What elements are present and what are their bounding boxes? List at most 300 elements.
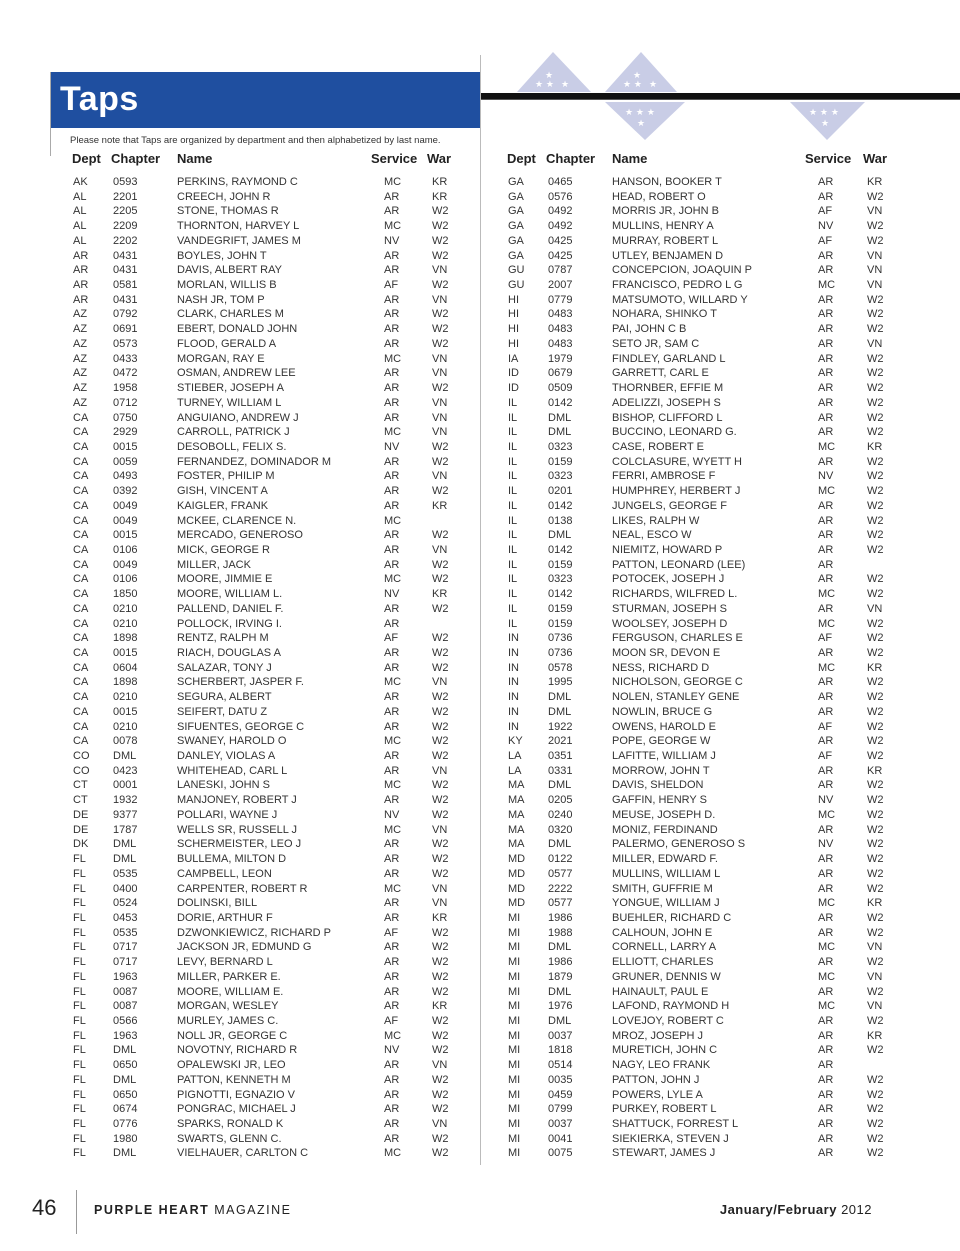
cell-service: AR	[818, 337, 834, 350]
cell-name: PATTON, KENNETH M	[177, 1073, 291, 1086]
cell-dept: DE	[73, 808, 89, 821]
cell-service: AR	[384, 264, 400, 277]
cell-name: RIACH, DOUGLAS A	[177, 647, 281, 659]
cell-dept: FL	[73, 882, 86, 895]
cell-chapter: 1818	[548, 1044, 573, 1057]
table-row	[0, 705, 960, 720]
cell-name: FERRI, AMBROSE F	[612, 470, 716, 483]
cell-service: AR	[818, 602, 834, 615]
cell-chapter: 2222	[548, 882, 573, 895]
cell-chapter: DML	[548, 941, 572, 954]
cell-dept: HI	[508, 293, 519, 306]
cell-war: W2	[432, 970, 449, 983]
cell-service: NV	[818, 470, 834, 483]
cell-service: MC	[384, 676, 402, 689]
cell-dept: CA	[73, 558, 89, 571]
cell-dept: MI	[508, 941, 521, 954]
cell-chapter: 0578	[548, 661, 573, 674]
table-row	[0, 720, 960, 735]
cell-chapter: 0210	[113, 691, 138, 704]
cell-service: NV	[818, 838, 834, 851]
cell-chapter: 0459	[548, 1088, 573, 1101]
cell-name: GAFFIN, HENRY S	[612, 794, 707, 807]
cell-service: AR	[384, 1118, 400, 1130]
cell-war: VN	[432, 396, 448, 409]
cell-dept: DE	[73, 823, 89, 836]
cell-war: KR	[432, 190, 448, 203]
cell-service: MC	[818, 588, 836, 601]
cell-war: W2	[432, 794, 449, 807]
cell-service: AR	[384, 602, 400, 615]
page-title: Taps	[60, 80, 139, 118]
cell-name: LIKES, RALPH W	[612, 514, 700, 527]
cell-war: W2	[432, 323, 449, 336]
svg-text:★ ★: ★ ★	[535, 80, 554, 90]
cell-war: VN	[432, 264, 448, 277]
cell-dept: AZ	[73, 352, 88, 365]
cell-chapter: 0159	[548, 602, 573, 615]
cell-war: W2	[867, 588, 884, 601]
cell-war: W2	[432, 337, 449, 350]
cell-service: AF	[818, 234, 833, 247]
cell-name: MURETICH, JOHN C	[612, 1044, 718, 1057]
cell-chapter: DML	[548, 705, 572, 718]
cell-service: AR	[384, 205, 400, 218]
cell-war: KR	[432, 499, 448, 512]
cell-chapter: 0037	[548, 1118, 573, 1130]
cell-war: W2	[867, 293, 884, 306]
table-row	[0, 469, 960, 484]
cell-name: FLOOD, GERALD A	[177, 337, 277, 350]
cell-war: W2	[867, 882, 884, 895]
cell-dept: CA	[73, 676, 89, 689]
cell-war: W2	[867, 190, 884, 203]
cell-dept: CA	[73, 661, 89, 674]
cell-name: POPE, GEORGE W	[612, 735, 711, 748]
cell-name: MORLAN, WILLIS B	[177, 279, 277, 292]
cell-chapter: 0425	[548, 234, 573, 247]
cell-war: W2	[867, 676, 884, 689]
cell-dept: FL	[73, 1132, 86, 1145]
cell-name: HUMPHREY, HERBERT J	[612, 485, 741, 498]
cell-name: RENTZ, RALPH M	[177, 632, 269, 645]
cell-dept: FL	[73, 941, 86, 954]
cell-name: UTLEY, BENJAMEN D	[612, 249, 724, 262]
cell-dept: MA	[508, 808, 525, 821]
cell-name: SMITH, GUFFRIE M	[612, 882, 713, 895]
cell-war: W2	[867, 220, 884, 233]
cell-chapter: 0015	[113, 705, 138, 718]
cell-service: AR	[384, 970, 400, 983]
cell-name: OWENS, HAROLD E	[612, 720, 716, 733]
cell-war: W2	[432, 705, 449, 718]
cell-dept: MA	[508, 838, 525, 851]
cell-war: W2	[432, 956, 449, 969]
cell-chapter: 0142	[548, 543, 573, 556]
cell-dept: MI	[508, 1147, 521, 1160]
cell-chapter: 1922	[548, 720, 573, 733]
cell-dept: AZ	[73, 382, 88, 395]
cell-chapter: 0331	[548, 764, 573, 777]
cell-war: VN	[432, 367, 448, 380]
cell-chapter: 0750	[113, 411, 138, 424]
cell-war: W2	[867, 514, 884, 527]
cell-chapter: 0717	[113, 941, 138, 954]
svg-text:★: ★	[561, 80, 570, 90]
cell-name: PATTON, JOHN J	[612, 1073, 700, 1086]
cell-chapter: 0142	[548, 588, 573, 601]
cell-war: W2	[432, 1014, 449, 1027]
svg-text:★: ★	[545, 71, 554, 81]
cell-name: CARPENTER, ROBERT R	[177, 882, 308, 895]
cell-name: STONE, THOMAS R	[177, 205, 279, 218]
cell-service: AR	[818, 647, 834, 659]
cell-chapter: 0472	[113, 367, 138, 380]
cell-name: MURLEY, JAMES C.	[177, 1014, 279, 1027]
cell-name: NEAL, ESCO W	[612, 529, 692, 542]
cell-name: MERCADO, GENEROSO	[177, 529, 303, 542]
cell-war: W2	[867, 926, 884, 939]
cell-name: MORROW, JOHN T	[612, 764, 710, 777]
cell-war: VN	[432, 470, 448, 483]
cell-name: CREECH, JOHN R	[177, 190, 271, 203]
cell-service: NV	[384, 808, 400, 821]
table-row	[0, 219, 960, 234]
cell-name: MILLER, JACK	[177, 558, 251, 571]
cell-name: CALHOUN, JOHN E	[612, 926, 713, 939]
cell-service: NV	[384, 588, 400, 601]
cell-service: AR	[818, 1103, 834, 1116]
cell-chapter: 0122	[548, 853, 573, 866]
cell-war: W2	[432, 485, 449, 498]
cell-chapter: DML	[548, 529, 572, 542]
cell-service: AR	[818, 1132, 834, 1145]
cell-war: W2	[432, 249, 449, 262]
table-row	[0, 940, 960, 955]
cell-service: MC	[818, 1000, 836, 1013]
cell-chapter: 0712	[113, 396, 138, 409]
cell-name: BUCCINO, LEONARD G.	[612, 426, 737, 439]
cell-war: W2	[867, 808, 884, 821]
cell-dept: IL	[508, 588, 518, 601]
table-row	[0, 631, 960, 646]
cell-dept: MD	[508, 897, 526, 910]
cell-service: MC	[384, 176, 402, 188]
cell-war: W2	[432, 1103, 449, 1116]
cell-service: AR	[818, 190, 834, 203]
cell-service: AR	[384, 367, 400, 380]
cell-chapter: 1850	[113, 588, 138, 601]
cell-name: MOORE, JIMMIE E	[177, 573, 273, 586]
cell-chapter: 0087	[113, 985, 138, 998]
cell-chapter: 0792	[113, 308, 138, 321]
cell-chapter: 0581	[113, 279, 138, 292]
cell-war: W2	[432, 455, 449, 468]
cell-chapter: 0674	[113, 1103, 138, 1116]
cell-dept: CA	[73, 588, 89, 601]
cell-name: HEAD, ROBERT O	[612, 190, 706, 203]
cell-name: MILLER, EDWARD F.	[612, 853, 718, 866]
cell-dept: HI	[508, 337, 519, 350]
cell-service: AR	[818, 293, 834, 306]
cell-name: SHATTUCK, FORREST L	[612, 1118, 739, 1130]
cell-service: AR	[384, 985, 400, 998]
cell-name: JUNGELS, GEORGE F	[612, 499, 727, 512]
cell-war: W2	[432, 529, 449, 542]
cell-chapter: 0142	[548, 396, 573, 409]
cell-service: AF	[818, 720, 833, 733]
cell-service: AR	[384, 941, 400, 954]
cell-war: KR	[867, 1029, 883, 1042]
left-header-dept: Dept	[72, 151, 101, 166]
cell-service: AR	[384, 647, 400, 659]
cell-chapter: 0650	[113, 1088, 138, 1101]
cell-dept: FL	[73, 853, 86, 866]
cell-dept: GA	[508, 205, 524, 218]
cell-name: VANDEGRIFT, JAMES M	[177, 234, 301, 247]
cell-chapter: 2205	[113, 205, 138, 218]
cell-war: W2	[432, 867, 449, 880]
cell-dept: CA	[73, 426, 89, 439]
cell-service: AR	[384, 470, 400, 483]
cell-dept: GA	[508, 249, 524, 262]
cell-war: W2	[432, 1147, 449, 1160]
cell-name: PURKEY, ROBERT L	[612, 1103, 717, 1116]
cell-service: AR	[818, 1147, 834, 1160]
cell-war: W2	[867, 720, 884, 733]
cell-chapter: DML	[548, 1014, 572, 1027]
table-row	[0, 896, 960, 911]
cell-war: VN	[432, 426, 448, 439]
table-row	[0, 514, 960, 529]
cell-name: THORNTON, HARVEY L	[177, 220, 300, 233]
cell-service: NV	[818, 220, 834, 233]
cell-dept: IL	[508, 514, 518, 527]
cell-name: DANLEY, VIOLAS A	[177, 750, 276, 763]
cell-name: SIFUENTES, GEORGE C	[177, 720, 305, 733]
cell-chapter: 0205	[548, 794, 573, 807]
cell-war: W2	[867, 794, 884, 807]
cell-war: W2	[432, 602, 449, 615]
cell-chapter: 1995	[548, 676, 573, 689]
cell-war: W2	[432, 926, 449, 939]
cell-name: SEGURA, ALBERT	[177, 691, 272, 704]
cell-chapter: 0075	[548, 1147, 573, 1160]
cell-name: JACKSON JR, EDMUND G	[177, 941, 312, 954]
cell-dept: IL	[508, 558, 518, 571]
cell-dept: FL	[73, 1147, 86, 1160]
cell-name: SETO JR, SAM C	[612, 337, 700, 350]
cell-service: AR	[384, 308, 400, 321]
cell-dept: IL	[508, 455, 518, 468]
svg-text:★: ★	[649, 80, 658, 90]
cell-dept: CA	[73, 485, 89, 498]
cell-dept: MA	[508, 823, 525, 836]
cell-service: AR	[818, 956, 834, 969]
cell-service: AF	[818, 750, 833, 763]
cell-dept: FL	[73, 1044, 86, 1057]
cell-name: NAGY, LEO FRANK	[612, 1059, 711, 1072]
table-row	[0, 455, 960, 470]
cell-dept: FL	[73, 985, 86, 998]
cell-service: AF	[384, 926, 399, 939]
cell-name: PATTON, LEONARD (LEE)	[612, 558, 746, 571]
cell-chapter: 0453	[113, 911, 138, 924]
cell-dept: AR	[73, 264, 89, 277]
cell-chapter: 1963	[113, 970, 138, 983]
table-row	[0, 352, 960, 367]
cell-service: AR	[818, 882, 834, 895]
cell-dept: IL	[508, 440, 518, 453]
cell-service: AR	[384, 323, 400, 336]
cell-war: KR	[432, 911, 448, 924]
cell-war: W2	[432, 279, 449, 292]
svg-text:★ ★ ★: ★ ★ ★	[625, 108, 655, 118]
cell-name: CORNELL, LARRY A	[612, 941, 717, 954]
cell-dept: MI	[508, 1014, 521, 1027]
cell-war: W2	[867, 499, 884, 512]
cell-dept: CA	[73, 470, 89, 483]
cell-dept: MD	[508, 882, 526, 895]
table-row	[0, 1073, 960, 1088]
cell-war: VN	[432, 293, 448, 306]
cell-war: W2	[432, 234, 449, 247]
table-row	[0, 322, 960, 337]
cell-service: MC	[818, 661, 836, 674]
cell-dept: CO	[73, 764, 90, 777]
cell-chapter: 1787	[113, 823, 138, 836]
cell-name: PONGRAC, MICHAEL J	[177, 1103, 296, 1116]
cell-name: NOHARA, SHINKO T	[612, 308, 717, 321]
cell-dept: MA	[508, 794, 525, 807]
cell-service: AR	[384, 867, 400, 880]
cell-name: LAFITTE, WILLIAM J	[612, 750, 716, 763]
cell-war: KR	[432, 1000, 448, 1013]
cell-name: STEWART, JAMES J	[612, 1147, 716, 1160]
table-row	[0, 749, 960, 764]
cell-war: W2	[432, 308, 449, 321]
cell-dept: AL	[73, 205, 87, 218]
cell-service: AR	[818, 911, 834, 924]
cell-name: LOVEJOY, ROBERT C	[612, 1014, 724, 1027]
cell-service: NV	[384, 440, 400, 453]
svg-text:★: ★	[637, 119, 646, 129]
cell-service: AR	[818, 853, 834, 866]
cell-war: VN	[432, 823, 448, 836]
cell-chapter: 1980	[113, 1132, 138, 1145]
cell-service: AR	[818, 779, 834, 792]
cell-name: MULLINS, HENRY A	[612, 220, 714, 233]
cell-chapter: 0059	[113, 455, 138, 468]
cell-war: W2	[867, 632, 884, 645]
cell-war: VN	[432, 676, 448, 689]
cell-dept: FL	[73, 1118, 86, 1130]
table-row	[0, 234, 960, 249]
cell-dept: MI	[508, 1000, 521, 1013]
flag-triangle-up-1	[517, 52, 591, 92]
cell-dept: CT	[73, 794, 88, 807]
cell-dept: MI	[508, 911, 521, 924]
cell-war: W2	[867, 455, 884, 468]
cell-chapter: 0776	[113, 1118, 138, 1130]
cell-chapter: 0493	[113, 470, 138, 483]
cell-war: W2	[432, 779, 449, 792]
cell-war: W2	[432, 1044, 449, 1057]
cell-name: TURNEY, WILLIAM L	[177, 396, 282, 409]
cell-war: W2	[867, 529, 884, 542]
cell-name: SWANEY, HAROLD O	[177, 735, 287, 748]
cell-dept: MD	[508, 867, 526, 880]
cell-chapter: 0787	[548, 264, 573, 277]
cell-chapter: DML	[113, 1147, 137, 1160]
cell-service: AR	[818, 1044, 834, 1057]
cell-chapter: 0035	[548, 1073, 573, 1086]
cell-service: AR	[384, 764, 400, 777]
cell-war: W2	[432, 691, 449, 704]
cell-war: W2	[867, 985, 884, 998]
cell-dept: CA	[73, 499, 89, 512]
cell-chapter: 1963	[113, 1029, 138, 1042]
cell-service: AR	[818, 1088, 834, 1101]
cell-name: STURMAN, JOSEPH S	[612, 602, 727, 615]
cell-chapter: 0431	[113, 264, 138, 277]
cell-chapter: DML	[113, 1073, 137, 1086]
cell-war: KR	[867, 897, 883, 910]
cell-service: AR	[818, 176, 834, 188]
cell-chapter: 0049	[113, 499, 138, 512]
cell-war: W2	[432, 573, 449, 586]
cell-chapter: 0535	[113, 926, 138, 939]
cell-chapter: 0323	[548, 440, 573, 453]
table-row	[0, 366, 960, 381]
cell-dept: ID	[508, 382, 519, 395]
cell-chapter: 1979	[548, 352, 573, 365]
cell-chapter: 0736	[548, 632, 573, 645]
cell-chapter: 0049	[113, 514, 138, 527]
cell-service: NV	[384, 1044, 400, 1057]
cell-war: W2	[432, 205, 449, 218]
cell-name: ANGUIANO, ANDREW J	[177, 411, 299, 424]
cell-chapter: 0509	[548, 382, 573, 395]
cell-dept: FL	[73, 970, 86, 983]
cell-service: AR	[384, 1000, 400, 1013]
cell-war: KR	[867, 661, 883, 674]
cell-chapter: 0679	[548, 367, 573, 380]
cell-war: W2	[867, 323, 884, 336]
cell-name: SALAZAR, TONY J	[177, 661, 272, 674]
cell-dept: HI	[508, 323, 519, 336]
cell-war: VN	[867, 602, 883, 615]
cell-name: CASE, ROBERT E	[612, 440, 704, 453]
table-row	[0, 617, 960, 632]
cell-dept: MI	[508, 1088, 521, 1101]
table-row	[0, 440, 960, 455]
cell-chapter: 0159	[548, 617, 573, 630]
cell-dept: MA	[508, 779, 525, 792]
cell-name: BISHOP, CLIFFORD L	[612, 411, 723, 424]
cell-dept: FL	[73, 1014, 86, 1027]
cell-name: POLLARI, WAYNE J	[177, 808, 278, 821]
cell-service: AR	[384, 853, 400, 866]
cell-chapter: 0779	[548, 293, 573, 306]
cell-chapter: 0691	[113, 323, 138, 336]
cell-chapter: 0483	[548, 323, 573, 336]
table-row	[0, 572, 960, 587]
cell-dept: AR	[73, 249, 89, 262]
cell-service: AR	[818, 249, 834, 262]
cell-name: FERNANDEZ, DOMINADOR M	[177, 455, 331, 468]
issue-date	[720, 1202, 872, 1217]
